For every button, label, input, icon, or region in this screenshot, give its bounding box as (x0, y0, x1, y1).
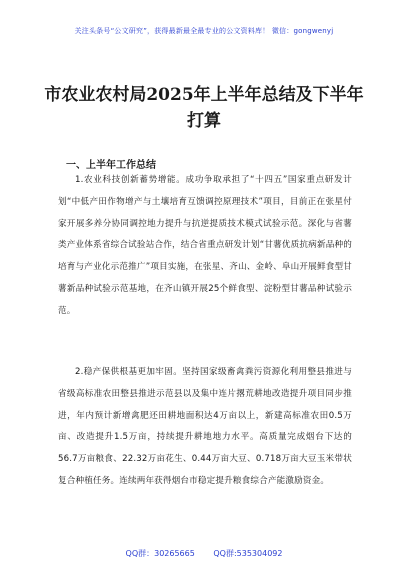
footer-qq-group-2: QQ群:535304092 (213, 549, 283, 558)
footer (0, 548, 408, 559)
paragraph-1-text: 1.农业科技创新蓄势增能。成功争取承担了“十四五”国家重点研发计划“中低产田作物增产与土壤培育互馈调控原理技术”项目，目前正在张星付家开展多养分协同调控地力提升与抗逆提质技术模式试验示范。深化与省薯类产业体系省综合试验站合作，结合省重点研发计划“甘薯优质抗病新品种的培育与产业化示范推广”项目实施，在张星、齐山、金岭、阜山开展鲜食型甘薯新品种试验示范基地，在齐山镇开展25个鲜食型、淀粉型甘薯品种试验示范。 (58, 175, 352, 316)
paragraph-2 (58, 362, 352, 493)
footer-qq-group-1: QQ群：30265665 (125, 549, 195, 558)
paragraph-2-text: 2.稳产保供根基更加牢固。坚持国家级畜禽粪污资源化利用整县推进与省级高标准农田整县推进示范县以及集中连片撂荒耕地改造提升项目同步推进，年内预计新增禽肥还田耕地面积达4万亩以上，新建高标准农田0.5万亩、改造提升1.5万亩，持续提升耕地地力水平。高质量完成烟台下达的56.7万亩粮食、22.32万亩花生、0.44万亩大豆、0.718万亩大豆玉米带状复合种植任务。连续两年获得烟台市稳定提升粮食综合产能激励资金。 (58, 367, 352, 486)
page-title: 市农业农村局2025年上半年总结及下半年打算 (44, 85, 364, 131)
section-heading: 一、上半年工作总结 (66, 160, 156, 171)
paragraph-1 (58, 170, 352, 323)
header-banner: 关注头条号“公文研究”，获得最新最全最专业的公文资料库！ 微信：gongwenyj (74, 27, 334, 35)
